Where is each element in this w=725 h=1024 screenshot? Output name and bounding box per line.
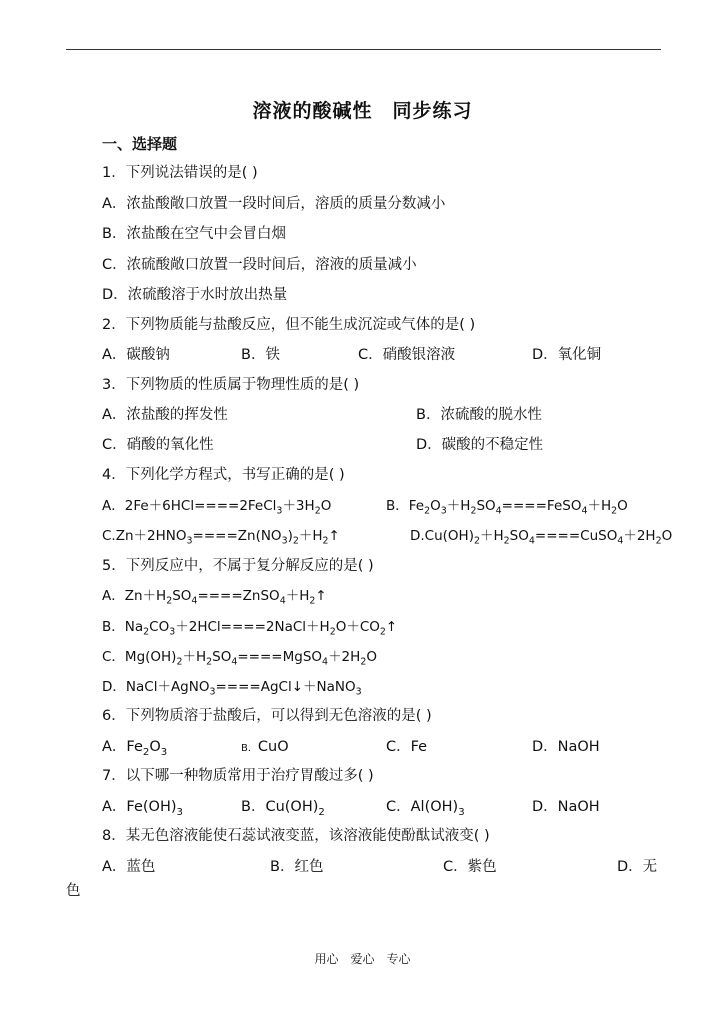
q8-option-a: A．蓝色 <box>102 859 156 875</box>
q4-option-c: $C.Zn+2HNO_3====Zn(NO_3)_2+H_2↑$ <box>102 528 340 547</box>
q7-option-b: B．$Cu(OH)_2$ <box>241 799 325 818</box>
q3-stem: 3．下列物质的性质属于物理性质的是( ) <box>102 377 360 393</box>
q6-option-b <box>241 737 289 759</box>
q1-option-d: D．浓硫酸溶于水时放出热量 <box>102 287 288 303</box>
header-rule <box>66 49 661 50</box>
q1-option-b: B．浓盐酸在空气中会冒白烟 <box>102 226 286 242</box>
q8-option-d-continuation: 色 <box>66 883 81 899</box>
q2-option-b: B．铁 <box>241 347 280 363</box>
q4-stem: 4．下列化学方程式，书写正确的是( ) <box>102 467 345 483</box>
q6-option-c: C．Fe <box>386 739 428 755</box>
q5-option-d: D．NaCl＋AgNO$_3$====AgCl↓＋NaNO$_3$ <box>102 679 362 698</box>
q2-stem: 2．下列物质能与盐酸反应，但不能生成沉淀或气体的是( ) <box>102 317 476 333</box>
q8-stem: 8．某无色溶液能使石蕊试液变蓝，该溶液能使酚酞试液变( ) <box>102 828 490 844</box>
q2-option-d: D．氧化铜 <box>532 347 602 363</box>
q6-option-d: D．NaOH <box>532 739 600 755</box>
q3-option-b: B．浓硫酸的脱水性 <box>416 407 542 423</box>
page-title: 溶液的酸碱性 同步练习 <box>252 100 473 122</box>
q7-option-d: D．NaOH <box>532 799 600 815</box>
q6-option-b-text: CuO <box>257 739 289 755</box>
q2-option-c: C．硝酸银溶液 <box>358 347 456 363</box>
q3-option-c: C．硝酸的氧化性 <box>102 437 214 453</box>
q3-option-a: A．浓盐酸的挥发性 <box>102 407 228 423</box>
q6-option-a: A．$Fe_2O_3$ <box>102 739 168 758</box>
q5-option-a: A．$Zn+H_2SO_4====ZnSO_4+H_2↑$ <box>102 588 327 607</box>
q4-option-a: A．$2Fe+6HCl====2FeCl_3+3H_2O$ <box>102 498 332 517</box>
page-footer: 用心 爱心 专心 <box>314 952 411 966</box>
q1-option-c: C．浓硫酸敞口放置一段时间后，溶液的质量减小 <box>102 257 417 273</box>
q8-option-b: B．红色 <box>270 859 324 875</box>
q8-option-c: C．紫色 <box>443 859 497 875</box>
q4-option-b: B．$Fe_2O_3+H_2SO_4====FeSO_4+H_2O$ <box>386 498 628 517</box>
section-heading: 一、选择题 <box>102 135 178 153</box>
q5-stem: 5．下列反应中，不属于复分解反应的是( ) <box>102 558 374 574</box>
q7-option-c: C．$Al(OH)_3$ <box>386 799 465 818</box>
q6-option-b-letter: B． <box>241 743 258 754</box>
q5-option-b: B．$Na_2CO_3+2HCl====2NaCl+H_2O+CO_2↑$ <box>102 619 398 638</box>
q1-option-a: A．浓盐酸敞口放置一段时间后，溶质的质量分数减小 <box>102 196 446 212</box>
q7-stem: 7．以下哪一种物质常用于治疗胃酸过多( ) <box>102 768 374 784</box>
q6-stem: 6．下列物质溶于盐酸后，可以得到无色溶液的是( ) <box>102 708 432 724</box>
q5-option-c: C．$Mg(OH)_2+H_2SO_4====MgSO_4+2H_2O$ <box>102 649 377 668</box>
q8-option-d: D．无 <box>617 859 658 875</box>
q3-option-d: D．碳酸的不稳定性 <box>416 437 544 453</box>
q2-option-a: A．碳酸钠 <box>102 347 170 363</box>
q1-stem: 1．下列说法错误的是( ) <box>102 165 258 181</box>
q4-option-d: $D.Cu(OH)_2+H_2SO_4====CuSO_4+2H_2O$ <box>410 528 673 547</box>
q7-option-a: A．$Fe(OH)_3$ <box>102 799 183 818</box>
